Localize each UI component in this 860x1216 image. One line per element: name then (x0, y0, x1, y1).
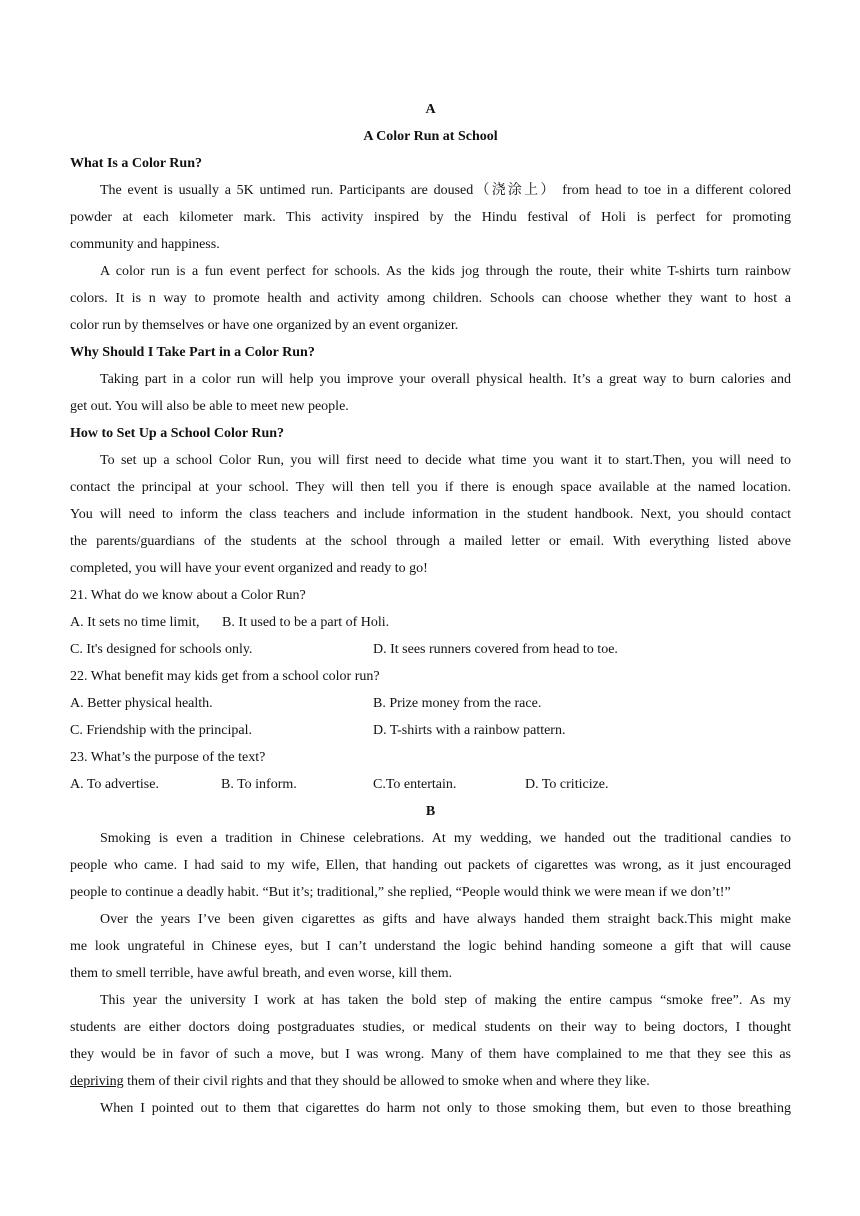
heading-why-take-part: Why Should I Take Part in a Color Run? (70, 345, 315, 360)
paragraph-b4 (70, 1095, 791, 1122)
text-line: people to continue a deadly habit. “But it’s; traditional,” she replied, “People would think we were mean if we don’t!” (70, 885, 731, 900)
text-line: Over the years I’ve been given cigarettes as gifts and have always handed them straight back.This might make (100, 912, 791, 927)
option-c: C. Friendship with the principal. (70, 723, 252, 738)
text-line: completed, you will have your event organized and ready to go! (70, 561, 428, 576)
question-21: 21. What do we know about a Color Run? (70, 588, 306, 603)
question-21-options-row2 (70, 636, 791, 663)
text-line: powder at each kilometer mark. This activity inspired by the Hindu festival of Holi is perfect for promoting (70, 210, 791, 225)
question-22: 22. What benefit may kids get from a school color run? (70, 669, 380, 684)
option-d: D. It sees runners covered from head to toe. (373, 642, 618, 657)
text-line: Smoking is even a tradition in Chinese celebrations. At my wedding, we handed out the traditional candies to (100, 831, 791, 846)
option-a: A. Better physical health. (70, 696, 213, 711)
paragraph-b2 (70, 906, 791, 987)
text-line: When I pointed out to them that cigarettes do harm not only to those smoking them, but even to those breathing (100, 1101, 791, 1116)
question-22-options-row2 (70, 717, 791, 744)
option-b: B. To inform. (221, 777, 297, 792)
passage-a-title: A Color Run at School (363, 129, 498, 144)
option-c: C. It's designed for schools only. (70, 642, 253, 657)
text-line: they would be in favor of such a move, but I was wrong. Many of them have complained to me that they see this as (70, 1047, 791, 1062)
text-line: colors. It is n way to promote health and activity among children. Schools can choose whether they want to host a (70, 291, 791, 306)
text-line: them to smell terrible, have awful breath, and even worse, kill them. (70, 966, 453, 981)
underlined-word-depriving: depriving (70, 1074, 124, 1089)
text-line: the parents/guardians of the students at the school through a mailed letter or email. With everything listed above (70, 534, 791, 549)
text-line: A color run is a fun event perfect for schools. As the kids jog through the route, their white T-shirts turn rainbow (100, 264, 791, 279)
paragraph-a3 (70, 366, 791, 420)
question-21-options-row1 (70, 609, 791, 636)
text-line (70, 1068, 791, 1095)
text-line: me look ungrateful in Chinese eyes, but I can’t understand the logic behind handing someone a gift that will cause (70, 939, 791, 954)
text-line: contact the principal at your school. They will then tell you if there is enough space available at the named location. (70, 480, 791, 495)
section-a-label: A (425, 102, 436, 117)
option-c: C.To entertain. (373, 777, 457, 792)
text-line: The event is usually a 5K untimed run. Participants are doused（浇涂上） from head to toe in a different colored (100, 183, 791, 198)
paragraph-b1 (70, 825, 791, 906)
text-line: You will need to inform the class teachers and include information in the student handbook. Next, you should contact (70, 507, 791, 522)
text-line: This year the university I work at has taken the bold step of making the entire campus “smoke free”. As my (100, 993, 791, 1008)
question-23-options (70, 771, 791, 798)
text-line: community and happiness. (70, 237, 220, 252)
paragraph-a4 (70, 447, 791, 582)
text-line: Taking part in a color run will help you improve your overall physical health. It’s a great way to burn calories and (100, 372, 791, 387)
option-b: B. It used to be a part of Holi. (222, 615, 390, 630)
text-line: get out. You will also be able to meet new people. (70, 399, 349, 414)
option-b: B. Prize money from the race. (373, 696, 542, 711)
text-line: To set up a school Color Run, you will first need to decide what time you want it to start.Then, you will need to (100, 453, 791, 468)
document-page (70, 96, 791, 1122)
heading-how-to-set-up: How to Set Up a School Color Run? (70, 426, 285, 441)
text-line-rest: them of their civil rights and that they should be allowed to smoke when and where they like. (123, 1074, 650, 1089)
paragraph-a2 (70, 258, 791, 339)
text-line: people who came. I had said to my wife, Ellen, that handing out packets of cigarettes was wrong, as it just encouraged (70, 858, 791, 873)
option-a: A. It sets no time limit, (70, 615, 200, 630)
paragraph-a1 (70, 177, 791, 258)
paragraph-b3 (70, 987, 791, 1095)
question-22-options-row1 (70, 690, 791, 717)
option-d: D. T-shirts with a rainbow pattern. (373, 723, 566, 738)
section-b-label: B (425, 804, 436, 819)
text-line: color run by themselves or have one organized by an event organizer. (70, 318, 459, 333)
option-a: A. To advertise. (70, 777, 159, 792)
option-d: D. To criticize. (525, 777, 609, 792)
question-23: 23. What’s the purpose of the text? (70, 750, 266, 765)
heading-what-is-color-run: What Is a Color Run? (70, 156, 202, 171)
text-line: students are either doctors doing postgraduates studies, or medical students on their way to being doctors, I thought (70, 1020, 791, 1035)
